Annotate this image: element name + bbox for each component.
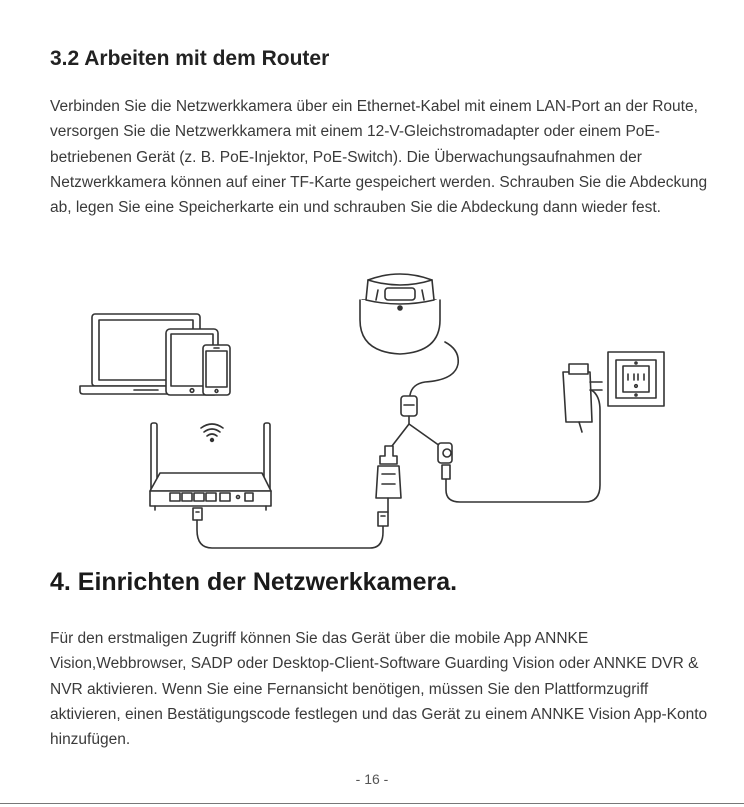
chapter-paragraph: Für den erstmaligen Zugriff können Sie das Gerät über die mobile App ANNKE Vision,Webbrowser, SADP oder Desktop-Client-Software Guarding Vision oder ANNKE DVR & NVR aktivieren. Wenn Sie eine Fernansicht benötigen, müssen Sie den Plattformzugriff aktivieren, einen Bestätigungscode festlegen und das Gerät zu einem ANNKE Vision App-Konto hinzufügen. <box>50 630 708 749</box>
smartphone-icon <box>203 345 230 395</box>
chapter-title: 4. Einrichten der Netzwerkkamera. <box>50 568 458 596</box>
wifi-icon <box>201 424 223 441</box>
power-adapter-icon <box>563 364 602 432</box>
connection-diagram <box>0 260 744 560</box>
dome-camera-icon <box>360 274 440 354</box>
bottom-divider <box>0 803 744 804</box>
section-title: 3.2 Arbeiten mit dem Router <box>50 47 330 70</box>
router-icon <box>150 423 271 510</box>
ethernet-cable-icon <box>193 508 388 548</box>
page-number: - 16 - <box>355 771 389 787</box>
wall-outlet-icon <box>608 352 664 406</box>
section-paragraph: Verbinden Sie die Netzwerkkamera über ein Ethernet-Kabel mit einem LAN-Port an der Route, versorgen Sie die Netzwerkkamera mit einem 12-V-Gleichstromadapter oder einem PoE-betriebenen Gerät (z. B. PoE-Injektor, PoE-Switch). Die Überwachungsaufnahmen der Netzwerkkamera können auf einer TF-Karte gespeichert werden. Schrauben Sie die Abdeckung ab, legen Sie eine Speicherkarte ein und schrauben Sie die Abdeckung dann wieder fest. <box>50 98 708 217</box>
